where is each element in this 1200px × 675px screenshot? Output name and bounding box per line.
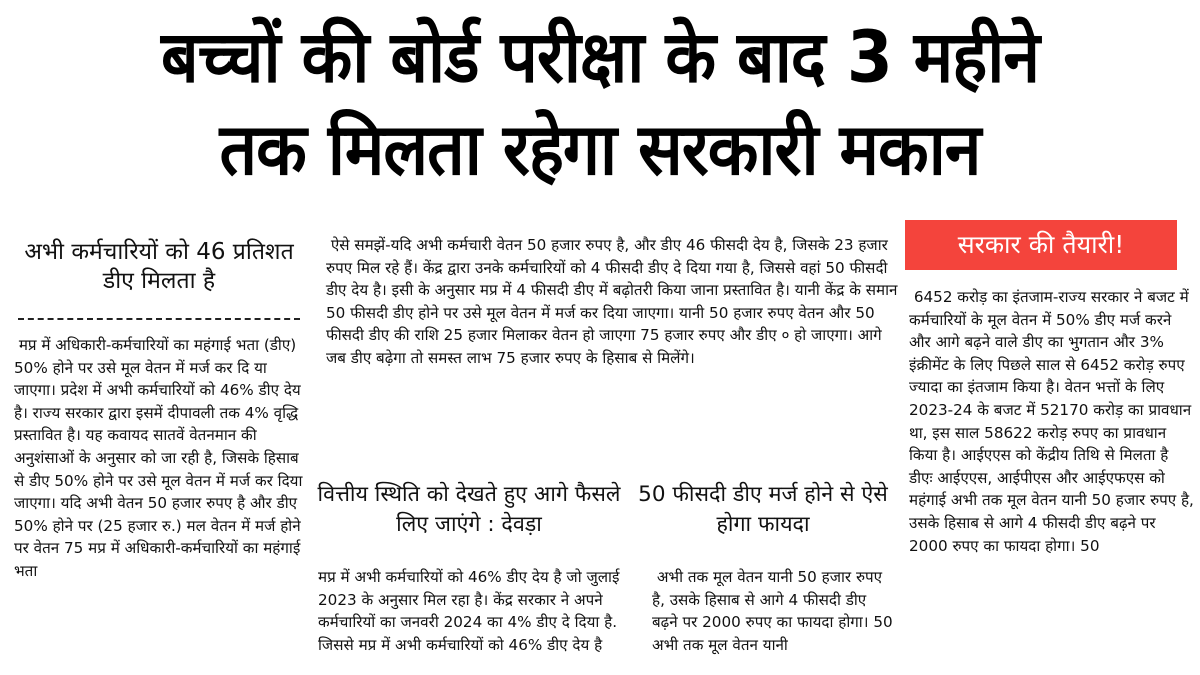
middle-right-subheading: 50 फीसदी डीए मर्ज होने से ऐसे होगा फायदा bbox=[638, 482, 888, 537]
right-column bbox=[905, 220, 1195, 557]
middle-left-subheading: वित्तीय स्थिति को देखते हुए आगे फैसले लिए जाएंगे : देवड़ा bbox=[317, 482, 621, 537]
middle-right-body-text: अभी तक मूल वेतन यानी 50 हजार रुपए है, उसके हिसाब से आगे 4 फीसदी डीए बढ़ने पर 2000 रुपए का फायदा होगा। 50 अभी तक मूल वेतन यानी bbox=[652, 568, 893, 654]
middle-top-column bbox=[326, 234, 898, 370]
red-banner-heading: सरकार की तैयारी! bbox=[905, 220, 1177, 270]
left-column bbox=[14, 238, 304, 583]
main-headline bbox=[0, 11, 1200, 197]
headline-line-2: तक मिलता रहेगा सरकारी मकान bbox=[219, 108, 981, 192]
left-subheading: अभी कर्मचारियों को 46 प्रतिशत डीए मिलता है bbox=[24, 239, 294, 294]
middle-left-column bbox=[314, 480, 624, 656]
headline-line-1: बच्चों की बोर्ड परीक्षा के बाद 3 महीने bbox=[161, 15, 1039, 99]
middle-right-column bbox=[632, 480, 894, 656]
left-body-text: मप्र में अधिकारी-कर्मचारियों का महंगाई भता (डीए) 50% होने पर उसे मूल वेतन में मर्ज कर दि या जाएगा। प्रदेश में अभी कर्मचारियों को 46% डीए देय है। राज्य सरकार द्वारा इसमें दीपावली तक 4% वृद्धि प्रस्तावित है। यह कवायद सातवें वेतनमान की अनुशंसाओं के अनुसार को जा रही है, जिसके हिसाब से डीए 50% होने पर उसे मूल वेतन में मर्ज कर दिया जाएगा। यदि अभी वेतन 50 हजार रुपए है और डीए 50% होने पर (25 हजार रु.) मल वेतन में मर्ज होने पर वेतन 75 मप्र में अधिकारी-कर्मचारियों का महंगाई भता bbox=[14, 336, 303, 580]
middle-left-body-text: मप्र में अभी कर्मचारियों को 46% डीए देय है जो जुलाई 2023 के अनुसार मिल रहा है। केंद्र सरकार ने अपने कर्मचारियों का जनवरी 2024 का 4% डीए दे दिया है. जिससे मप्र में अभी कर्मचारियों को 46% डीए देय है bbox=[318, 568, 620, 654]
dashed-divider bbox=[18, 318, 300, 320]
middle-top-body-text: ऐसे समझें-यदि अभी कर्मचारी वेतन 50 हजार रुपए है, और डीए 46 फीसदी देय है, जिसके 23 हजार रुपए मिल रहे हैं। केंद्र द्वारा उनके कर्मचारियों को 4 फीसदी डीए दे दिया गया है, जिससे वहां 50 फीसदी डीए देय है। इसी के अनुसार मप्र में 4 फीसदी डीए में बढ़ोतरी किया जाना प्रस्तावित है। यानी केंद्र के समान 50 फीसदी डीए होने पर उसे मूल वेतन में मर्ज कर दिया जाएगा। यानी 50 हजार रुपए वेतन और 50 फीसदी डीए की राशि 25 हजार मिलाकर वेतन हो जाएगा 75 हजार रुपए और डीए ० हो जाएगा। आगे जब डीए बढ़ेगा तो समस्त लाभ 75 हजार रुपए के हिसाब से मिलेंगे। bbox=[326, 236, 898, 367]
right-body-text: 6452 करोड़ का इंतजाम-राज्य सरकार ने बजट में कर्मचारियों के मूल वेतन में 50% डीए मर्ज करने और आगे बढ़ने वाले डीए का भुगतान और 3% इंक्रीमेंट के लिए पिछले साल से 6452 करोड़ रुपए ज्यादा का इंतजाम किया है। वेतन भत्तों के लिए 2023-24 के बजट में 52170 करोड़ का प्रावधान था, इस साल 58622 करोड़ रुपए का प्रावधान किया है। आईएएस को केंद्रीय तिथि से मिलता है डीएः आईएएस, आईपीएस और आईएफएस को महंगाई अभी तक मूल वेतन यानी 50 हजार रुपए है, उसके हिसाब से आगे 4 फीसदी डीए बढ़ने पर 2000 रुपए का फायदा होगा। 50 bbox=[909, 288, 1194, 555]
